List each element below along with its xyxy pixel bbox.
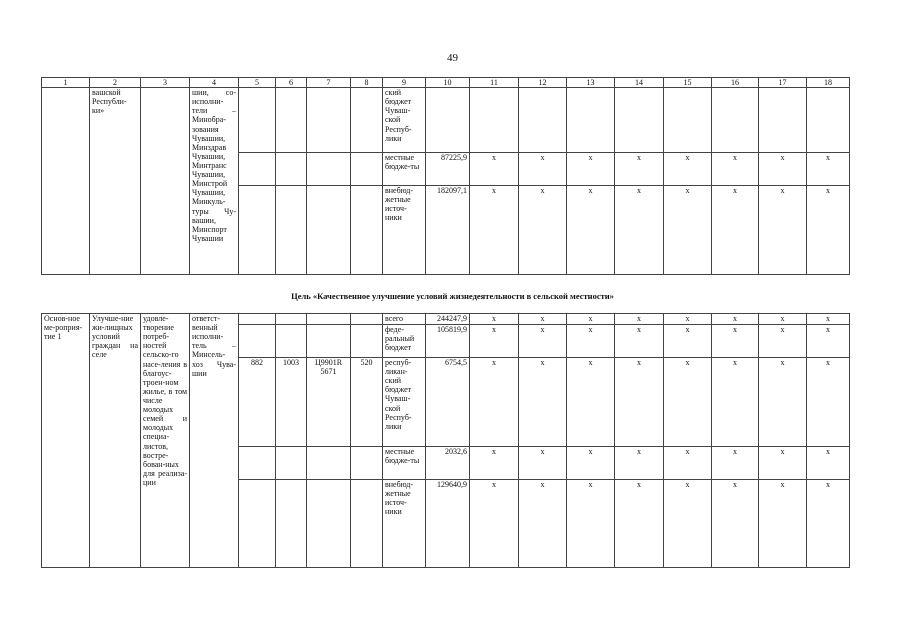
year-cell: х: [807, 153, 850, 186]
year-cell: х: [712, 186, 759, 275]
year-cell: х: [712, 153, 759, 186]
funding-amount: 105819,9: [426, 325, 470, 358]
column-number: 4: [190, 78, 239, 88]
year-cell: х: [712, 325, 759, 358]
year-cell: х: [567, 358, 615, 447]
cell-csr: [307, 314, 351, 325]
funding-source-label: внебюд-жетные источ-ники: [383, 186, 426, 275]
year-cell: [807, 88, 850, 153]
year-cell: [615, 88, 664, 153]
year-cell: х: [615, 480, 664, 568]
year-cell: х: [519, 358, 567, 447]
year-cell: х: [615, 186, 664, 275]
year-cell: х: [712, 358, 759, 447]
cell-vr: [351, 447, 383, 480]
cell-activity: Основ-ное ме-роприя-тие 1: [42, 314, 90, 568]
funding-amount: 2032,6: [426, 447, 470, 480]
year-cell: х: [470, 186, 519, 275]
year-cell: х: [567, 153, 615, 186]
cell-rz-pr: [276, 325, 307, 358]
cell-csr: [307, 186, 351, 275]
program-table-continued: [41, 77, 850, 275]
year-cell: х: [519, 314, 567, 325]
year-cell: х: [807, 186, 850, 275]
cell-csr: [307, 480, 351, 568]
year-cell: х: [470, 153, 519, 186]
year-cell: х: [470, 480, 519, 568]
year-cell: х: [664, 186, 712, 275]
year-cell: х: [664, 447, 712, 480]
funding-source-label: всего: [383, 314, 426, 325]
cell-grbs: 882: [239, 358, 276, 447]
cell-csr: [307, 325, 351, 358]
year-cell: х: [759, 480, 807, 568]
cell-grbs: [239, 88, 276, 153]
column-number: 14: [615, 78, 664, 88]
year-cell: х: [567, 447, 615, 480]
year-cell: х: [615, 325, 664, 358]
cell-vr: [351, 88, 383, 153]
cell-activity: [42, 88, 90, 275]
year-cell: х: [759, 186, 807, 275]
year-cell: х: [807, 447, 850, 480]
year-cell: [712, 88, 759, 153]
column-number: 8: [351, 78, 383, 88]
cell-rz-pr: [276, 153, 307, 186]
year-cell: х: [664, 480, 712, 568]
column-number: 6: [276, 78, 307, 88]
year-cell: [567, 88, 615, 153]
year-cell: [759, 88, 807, 153]
column-number-row: [42, 78, 850, 88]
year-cell: х: [615, 153, 664, 186]
funding-source-label: ский бюджет Чуваш-ской Респуб-лики: [383, 88, 426, 153]
year-cell: [664, 88, 712, 153]
year-cell: х: [567, 325, 615, 358]
cell-result: [141, 88, 190, 275]
year-cell: х: [712, 314, 759, 325]
cell-grbs: [239, 447, 276, 480]
column-number: 7: [307, 78, 351, 88]
cell-rz-pr: [276, 480, 307, 568]
year-cell: х: [664, 325, 712, 358]
year-cell: х: [519, 325, 567, 358]
cell-rz-pr: [276, 186, 307, 275]
funding-source-label: респуб-ликан-ский бюджет Чуваш-ской Респуб-лики: [383, 358, 426, 447]
cell-csr: [307, 447, 351, 480]
column-number: 3: [141, 78, 190, 88]
cell-vr: [351, 186, 383, 275]
cell-grbs: [239, 186, 276, 275]
funding-amount: 87225,9: [426, 153, 470, 186]
year-cell: х: [567, 480, 615, 568]
funding-amount: [426, 88, 470, 153]
year-cell: х: [519, 153, 567, 186]
cell-grbs: [239, 480, 276, 568]
funding-row: [42, 314, 850, 325]
goal-heading: Цель «Качественное улучшение условий жизнедеятельности в сельской местности»: [291, 291, 614, 301]
year-cell: [470, 88, 519, 153]
cell-csr: [307, 153, 351, 186]
year-cell: х: [664, 153, 712, 186]
cell-grbs: [239, 153, 276, 186]
year-cell: х: [807, 314, 850, 325]
funding-row: [42, 88, 850, 153]
cell-vr: [351, 325, 383, 358]
year-cell: х: [567, 314, 615, 325]
cell-rz-pr: 1003: [276, 358, 307, 447]
year-cell: х: [712, 480, 759, 568]
cell-vr: 520: [351, 358, 383, 447]
cell-csr: Ц9901R 5671: [307, 358, 351, 447]
year-cell: [519, 88, 567, 153]
year-cell: х: [807, 480, 850, 568]
cell-executors: ответст-венный исполни-тель – Минсель-хоз Чува-шии: [190, 314, 239, 568]
column-number: 10: [426, 78, 470, 88]
year-cell: х: [519, 447, 567, 480]
year-cell: х: [615, 314, 664, 325]
year-cell: х: [664, 314, 712, 325]
cell-rz-pr: [276, 88, 307, 153]
cell-rz-pr: [276, 314, 307, 325]
cell-vr: [351, 153, 383, 186]
year-cell: х: [567, 186, 615, 275]
funding-amount: 182097,1: [426, 186, 470, 275]
column-number: 2: [90, 78, 141, 88]
column-number: 16: [712, 78, 759, 88]
cell-rz-pr: [276, 447, 307, 480]
cell-program-name: Улучше-ние жи-лищных условий граждан на селе: [90, 314, 141, 568]
column-number: 15: [664, 78, 712, 88]
column-number: 13: [567, 78, 615, 88]
column-number: 9: [383, 78, 426, 88]
program-table-goal: [41, 313, 850, 568]
column-number: 11: [470, 78, 519, 88]
year-cell: х: [615, 447, 664, 480]
cell-vr: [351, 480, 383, 568]
cell-vr: [351, 314, 383, 325]
cell-program-name: вашской Республи-ки»: [90, 88, 141, 275]
year-cell: х: [470, 325, 519, 358]
cell-result: удовле-творение потреб-ностей сельско-го насе-ления в благоус-троен-ном жилье, в том числе молодых семей и молодых специа-листов, востре-бован-ных для реализа-ции: [141, 314, 190, 568]
funding-source-label: местные бюдже-ты: [383, 447, 426, 480]
year-cell: х: [519, 186, 567, 275]
year-cell: х: [712, 447, 759, 480]
page-number: 49: [447, 52, 458, 64]
funding-amount: 6754,5: [426, 358, 470, 447]
year-cell: х: [759, 325, 807, 358]
year-cell: х: [759, 314, 807, 325]
year-cell: х: [759, 447, 807, 480]
year-cell: х: [470, 358, 519, 447]
year-cell: х: [615, 358, 664, 447]
funding-source-label: феде-ральный бюджет: [383, 325, 426, 358]
year-cell: х: [470, 314, 519, 325]
cell-executors: шии, со-исполни-тели – Минобра-зования Чувашии, Минздрав Чувашии, Минтранс Чувашии, Минстрой Чувашии, Минкуль-туры Чу-вашии, Минспорт Чувашии: [190, 88, 239, 275]
cell-grbs: [239, 314, 276, 325]
funding-source-label: внебюд-жетные источ-ники: [383, 480, 426, 568]
cell-csr: [307, 88, 351, 153]
year-cell: х: [664, 358, 712, 447]
year-cell: х: [519, 480, 567, 568]
year-cell: х: [470, 447, 519, 480]
column-number: 17: [759, 78, 807, 88]
year-cell: х: [807, 325, 850, 358]
column-number: 18: [807, 78, 850, 88]
column-number: 5: [239, 78, 276, 88]
cell-grbs: [239, 325, 276, 358]
year-cell: х: [807, 358, 850, 447]
year-cell: х: [759, 153, 807, 186]
column-number: 12: [519, 78, 567, 88]
funding-source-label: местные бюдже-ты: [383, 153, 426, 186]
funding-amount: 244247,9: [426, 314, 470, 325]
column-number: 1: [42, 78, 90, 88]
year-cell: х: [759, 358, 807, 447]
funding-amount: 129640,9: [426, 480, 470, 568]
